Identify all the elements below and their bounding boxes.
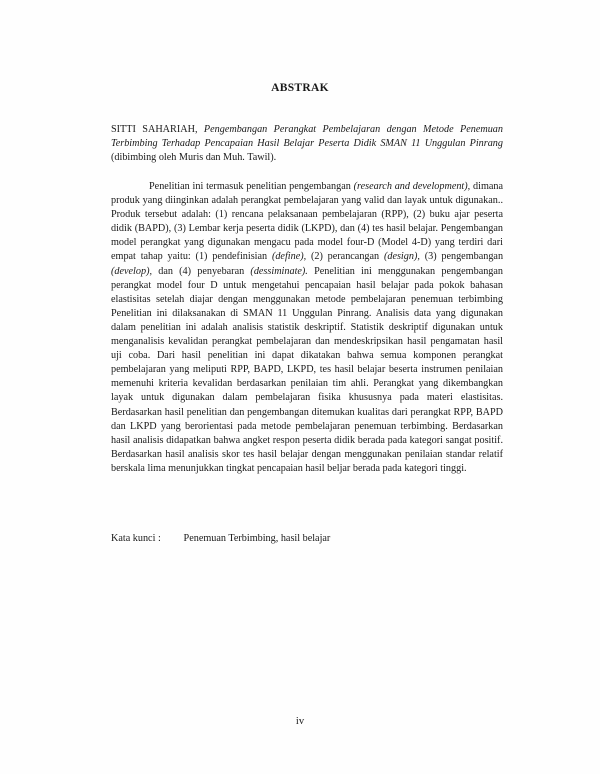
author-block bbox=[111, 123, 503, 165]
abstract-term-3: (design), bbox=[383, 251, 420, 263]
keywords-value: Penemuan Terbimbing, hasil belajar bbox=[183, 533, 331, 544]
abstract-text-5: dan (4) penyebaran bbox=[158, 265, 245, 277]
abstract-title: ABSTRAK bbox=[271, 82, 329, 94]
keywords-line bbox=[111, 532, 503, 546]
abstract-body bbox=[111, 180, 503, 476]
thesis-title: Pengembangan Perangkat Pembelajaran dengan Metode Penemuan Terbimbing Terhadap Pencapaian Hasil Belajar Peserta Didik SMAN 11 Unggulan Pinrang bbox=[111, 124, 503, 149]
abstract-text-2: dimana produk yang diinginkan adalah perangkat pembelajaran yang valid dan layak untuk digunakan.. Produk tersebut adalah: (1) rencana pelaksanaan pembelajaran (RPP), (2) buku ajar peserta didik (BAPD), (3) Lembar kerja peserta didik (LKPD), dan (4) tes hasil belajar. Pengembangan model perangkat yang digunakan mengacu pada model four-D (Model 4-D) yang terdiri dari empat tahap yaitu: (1) pendefinisian bbox=[111, 181, 504, 263]
abstract-text-3: (2) perancangan bbox=[310, 251, 380, 263]
abstract-term-5: (dessiminate). bbox=[250, 265, 308, 277]
abstract-term-1: (research and development), bbox=[353, 181, 471, 192]
abstract-text-6: Penelitian ini menggunakan pengembangan perangkat model four D untuk mengetahui pencapaian hasil belajar pada pokok bahasan elastisitas setelah diajar dengan menggunakan metode pembelajaran penemuan terbimbing Penelitian ini dilaksanakan di SMAN 11 Unggulan Pinrang. Analisis data yang digunakan dalam penelitian ini adalah analisis statistik deskriptif. Statistik deskriptif digunakan untuk menganalisis kevalidan perangkat pembelajaran dan mendeskripsikan hasil pengamatan hasil uji coba. Dari hasil penelitian ini dapat dikatakan bahwa semua komponen perangkat pembelajaran yang meliputi RPP, BAPD, LKPD, tes hasil belajar beserta instrumen penilaian memenuhi kriteria kevalidan berdasarkan penilaian tim ahli. Perangkat yang dikembangkan layak untuk digunakan dalam pembelajaran fisika khususnya pada materi elastisitas. Berdasarkan hasil penelitian dan pengembangan ditemukan kualitas dari perangkat RPP, BAPD dan LKPD yang berorientasi pada metode pembelajaran penemuan terbimbing. Berdasarkan hasil analisis didapatkan bahwa angket respon peserta didik berada pada kategori sangat positif. Berdasarkan hasil analisis skor tes hasil belajar dengan menggunakan penilaian standar relatif berskala lima menunjukkan tingkat pencapaian hasil beljar berada pada kategori tinggi. bbox=[111, 265, 504, 474]
page-number: iv bbox=[295, 716, 305, 727]
supervisors: (dibimbing oleh Muris dan Muh. Tawil). bbox=[111, 152, 277, 163]
author-name: SITTI SAHARIAH, bbox=[111, 124, 198, 135]
keywords-label: Kata kunci : bbox=[111, 533, 161, 544]
abstract-term-2: (define), bbox=[271, 251, 307, 263]
abstract-term-4: (develop), bbox=[111, 265, 153, 277]
abstract-text-1: Penelitian ini termasuk penelitian pengembangan bbox=[149, 181, 351, 192]
abstract-text-4: (3) pengembangan bbox=[424, 251, 504, 263]
